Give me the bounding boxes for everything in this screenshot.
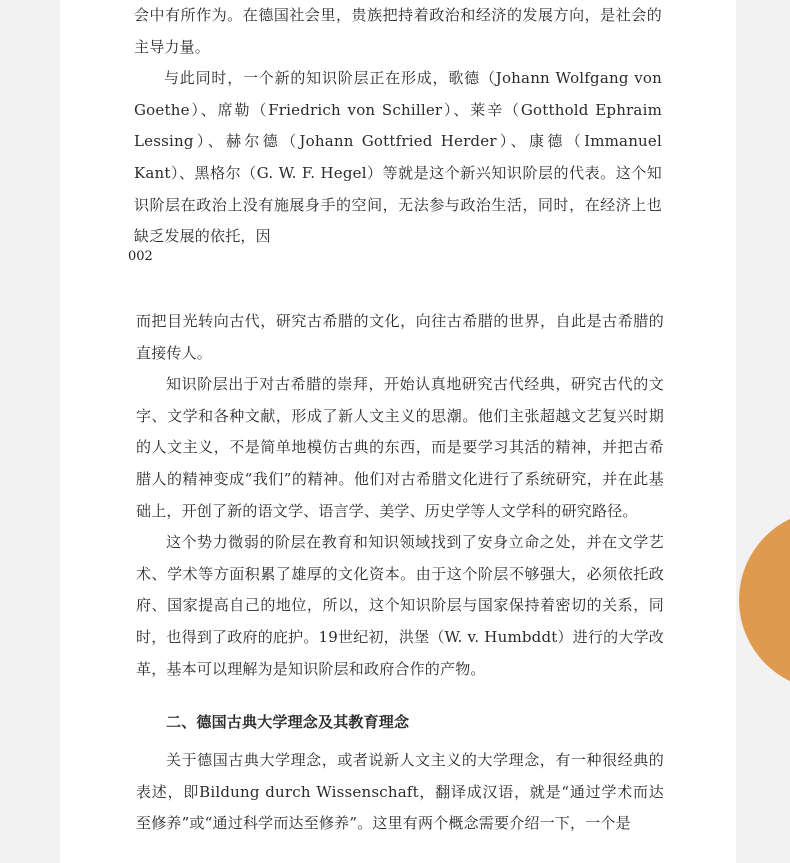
body-paragraph: 关于德国古典大学理念，或者说新人文主义的大学理念，有一种很经典的表述，即Bildung durch Wissenschaft，翻译成汉语，就是“通过学术而达至修养”或“通过科学而达至修养”。这里有两个概念需要介绍一下，一个是	[136, 751, 664, 833]
body-paragraph: 与此同时，一个新的知识阶层正在形成，歌德（Johann Wolfgang von Goethe）、席勒（Friedrich von Schiller）、莱辛（Gotthold Ephraim Lessing）、赫尔德（Johann Gottfried Herder）、康德（Immanuel Kant）、黑格尔（G. W. F. Hegel）等就是这个新兴知识阶层的代表。这个知识阶层在政治上没有施展身手的空间，无法参与政治生活，同时，在经济上也缺乏发展的依托，因	[134, 69, 662, 246]
page-number: 002	[128, 249, 153, 264]
section-heading: 二、德国古典大学理念及其教育理念	[166, 713, 410, 732]
decorative-circle	[739, 510, 790, 690]
continuation-paragraph: 会中有所作为。在德国社会里，贵族把持着政治和经济的发展方向，是社会的主导力量。	[134, 6, 662, 56]
document-page	[60, 0, 736, 863]
continuation-paragraph: 而把目光转向古代，研究古希腊的文化，向往古希腊的世界，自此是古希腊的直接传人。	[136, 312, 664, 362]
body-paragraph: 知识阶层出于对古希腊的崇拜，开始认真地研究古代经典，研究古代的文字、文学和各种文献，形成了新人文主义的思潮。他们主张超越文艺复兴时期的人文主义，不是简单地模仿古典的东西，而是要学习其活的精神，并把古希腊人的精神变成“我们”的精神。他们对古希腊文化进行了系统研究，并在此基础上，开创了新的语文学、语言学、美学、历史学等人文学科的研究路径。	[136, 375, 664, 520]
body-paragraph: 这个势力微弱的阶层在教育和知识领域找到了安身立命之处，并在文学艺术、学术等方面积累了雄厚的文化资本。由于这个阶层不够强大，必须依托政府、国家提高自己的地位，所以，这个知识阶层与国家保持着密切的关系，同时，也得到了政府的庇护。19世纪初，洪堡（W. v. Humbddt）进行的大学改革，基本可以理解为是知识阶层和政府合作的产物。	[136, 533, 664, 678]
page-bottom-text	[136, 306, 664, 840]
page-top-text	[134, 0, 662, 253]
